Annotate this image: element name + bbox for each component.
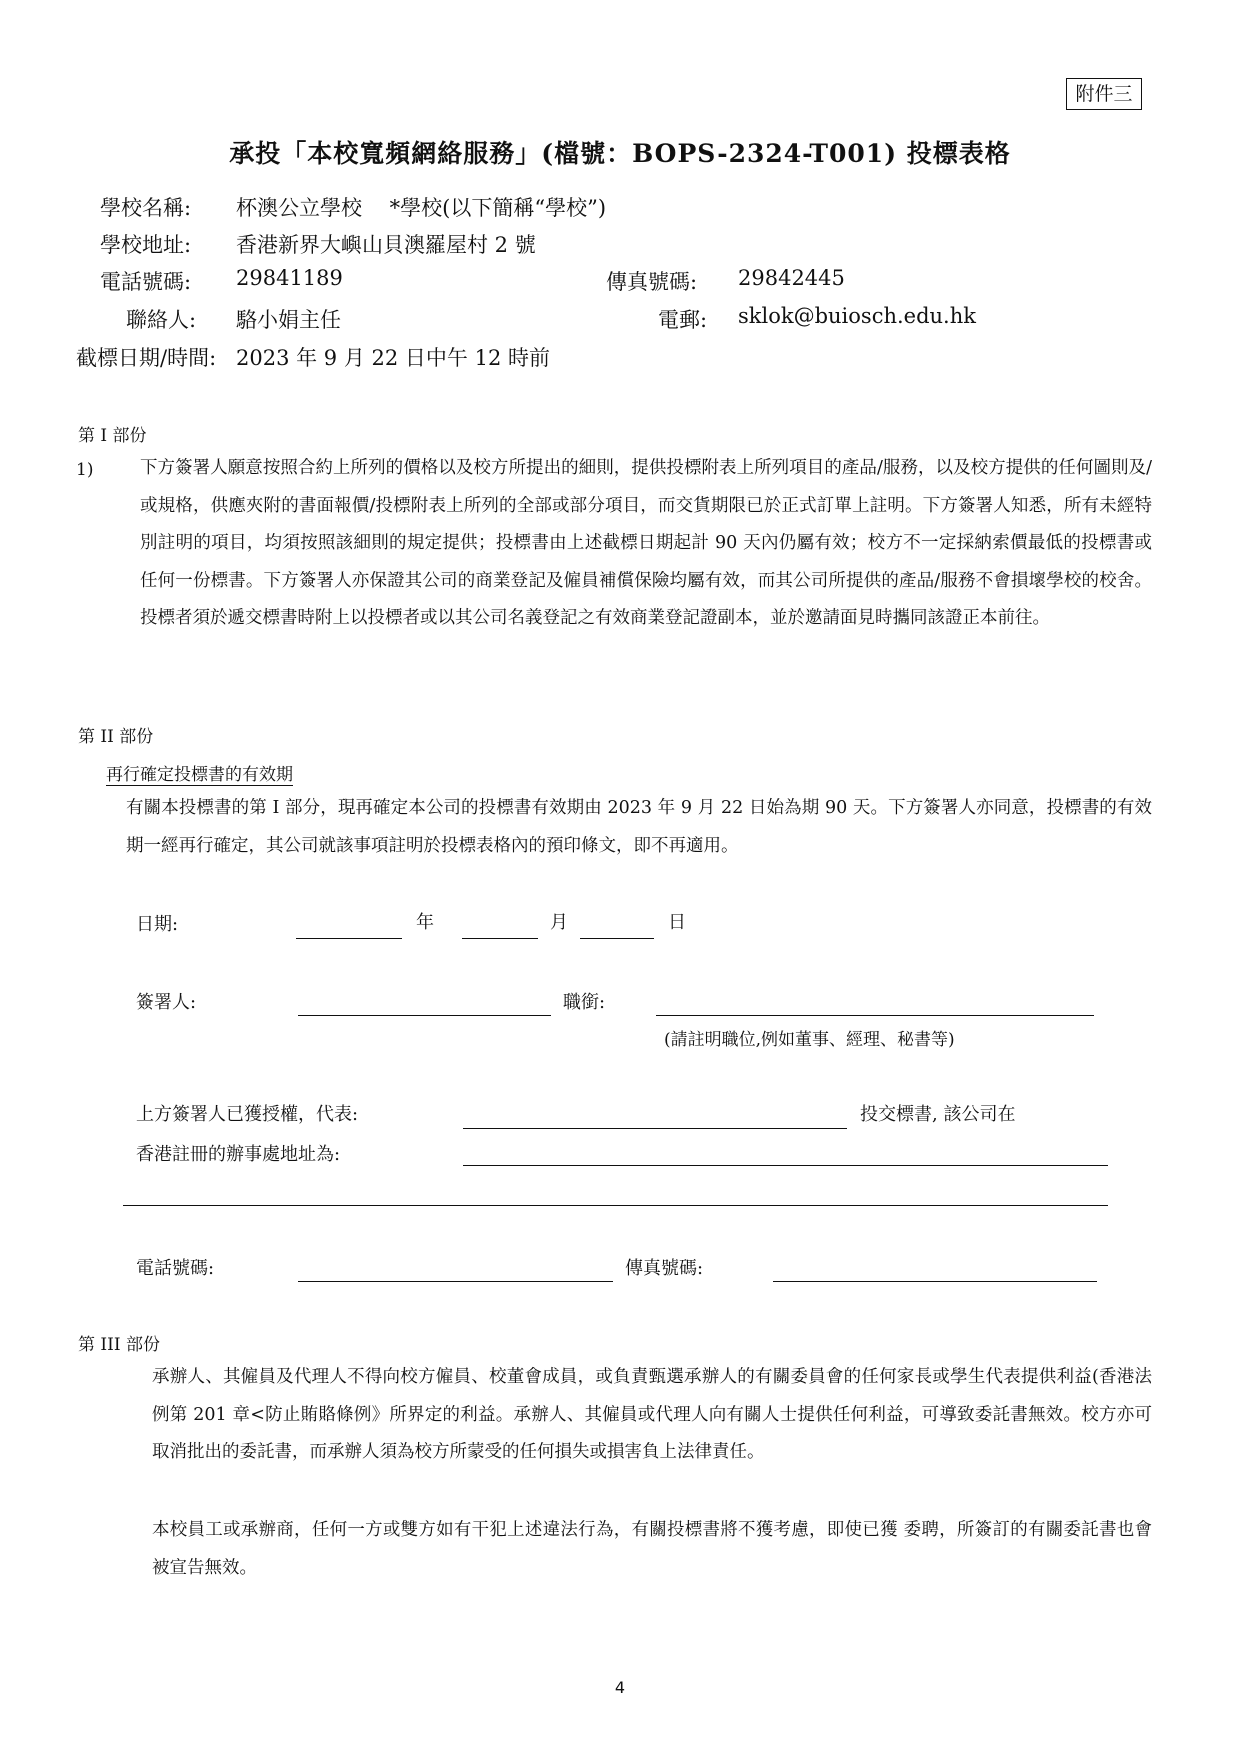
office-address-blank <box>463 1165 1108 1166</box>
school-fax-label: 傳真號碼: <box>606 270 698 294</box>
tel-blank <box>298 1281 613 1282</box>
submit-label: 投交標書, 該公司在 <box>860 1104 1016 1125</box>
school-phone-label: 電話號碼: <box>100 270 192 294</box>
date-label: 日期: <box>136 914 179 935</box>
school-address-label: 學校地址: <box>100 233 192 257</box>
part2-heading: 第 II 部份 <box>78 727 154 747</box>
school-name-value: 杯澳公立學校 *學校(以下簡稱“學校”) <box>236 196 607 220</box>
tel-label: 電話號碼: <box>136 1258 215 1279</box>
school-address-value: 香港新界大嶼山貝澳羅屋村 2 號 <box>236 233 536 257</box>
part1-heading: 第 I 部份 <box>78 426 147 446</box>
signatory-label: 簽署人: <box>136 992 197 1013</box>
month-label: 月 <box>550 912 568 933</box>
school-contact-value: 駱小娟主任 <box>236 308 341 332</box>
part1-text: 下方簽署人願意按照合約上所列的價格以及校方所提出的細則，提供投標附表上所列項目的產品/服務，以及校方提供的任何圖則及/或規格，供應夾附的書面報價/投標附表上所列的全部或部分項目，而交貨期限已於正式訂單上註明。下方簽署人知悉，所有未經特別註明的項目，均須按照該細則的規定提供；投標書由上述截標日期起計 90 天內仍屬有效；校方不一定採納索價最低的投標書或任何一份標書。下方簽署人亦保證其公司的商業登記及僱員補償保險均屬有效，而其公司所提供的產品/服務不會損壞學校的校舍。投標者須於遞交標書時附上以投標者或以其公司名義登記之有效商業登記證副本，並於邀請面見時攜同該證正本前往。 <box>140 458 1152 628</box>
school-fax-value: 29842445 <box>738 266 845 290</box>
fax-blank <box>773 1281 1097 1282</box>
school-name-label: 學校名稱: <box>100 196 192 220</box>
school-contact-label: 聯絡人: <box>126 308 197 332</box>
annex-label: 附件三 <box>1066 78 1142 110</box>
month-blank <box>462 938 538 939</box>
part1-item-number: 1) <box>76 460 94 480</box>
position-label: 職銜: <box>563 992 606 1013</box>
position-hint: (請註明職位,例如董事、經理、秘書等) <box>664 1030 955 1050</box>
part3-heading: 第 III 部份 <box>78 1335 160 1355</box>
day-blank <box>580 938 654 939</box>
position-blank <box>656 1015 1094 1016</box>
office-label: 香港註冊的辦事處地址為: <box>136 1144 341 1165</box>
part2-subheading: 再行確定投標書的有效期 <box>106 765 293 785</box>
deadline-value: 2023 年 9 月 22 日中午 12 時前 <box>236 346 550 370</box>
day-label: 日 <box>668 912 686 933</box>
school-phone-value: 29841189 <box>236 266 343 290</box>
signatory-blank <box>298 1015 551 1016</box>
part3-para2: 本校員工或承辦商，任何一方或雙方如有干犯上述違法行為，有關投標書將不獲考慮，即使已獲 委聘，所簽訂的有關委託書也會被宣告無效。 <box>152 1520 1152 1578</box>
page-title: 承投「本校寬頻網絡服務」(檔號：BOPS-2324-T001) 投標表格 <box>229 139 1011 168</box>
year-blank <box>296 938 402 939</box>
company-blank <box>463 1128 847 1129</box>
deadline-label: 截標日期/時間: <box>76 346 217 370</box>
office-address-blank-2 <box>123 1205 1108 1206</box>
part3-para1: 承辦人、其僱員及代理人不得向校方僱員、校董會成員，或負責甄選承辦人的有關委員會的任何家長或學生代表提供利益(香港法例第 201 章<防止賄賂條例》所界定的利益。承辦人、其僱員或代理人向有關人士提供任何利益，可導致委託書無效。校方亦可取消批出的委託書，而承辦人須為校方所蒙受的任何損失或損害負上法律責任。 <box>152 1367 1152 1462</box>
year-label: 年 <box>416 912 434 933</box>
school-email-value: sklok@buiosch.edu.hk <box>738 304 976 328</box>
page-number: 4 <box>614 1678 626 1697</box>
authorized-label: 上方簽署人已獲授權，代表: <box>136 1104 359 1125</box>
part2-text: 有關本投標書的第 I 部分，現再確定本公司的投標書有效期由 2023 年 9 月 22 日始為期 90 天。下方簽署人亦同意，投標書的有效期一經再行確定，其公司就該事項註明於投標表格內的預印條文，即不再適用。 <box>126 798 1152 856</box>
school-email-label: 電郵: <box>658 308 708 332</box>
fax-label: 傳真號碼: <box>625 1258 704 1279</box>
